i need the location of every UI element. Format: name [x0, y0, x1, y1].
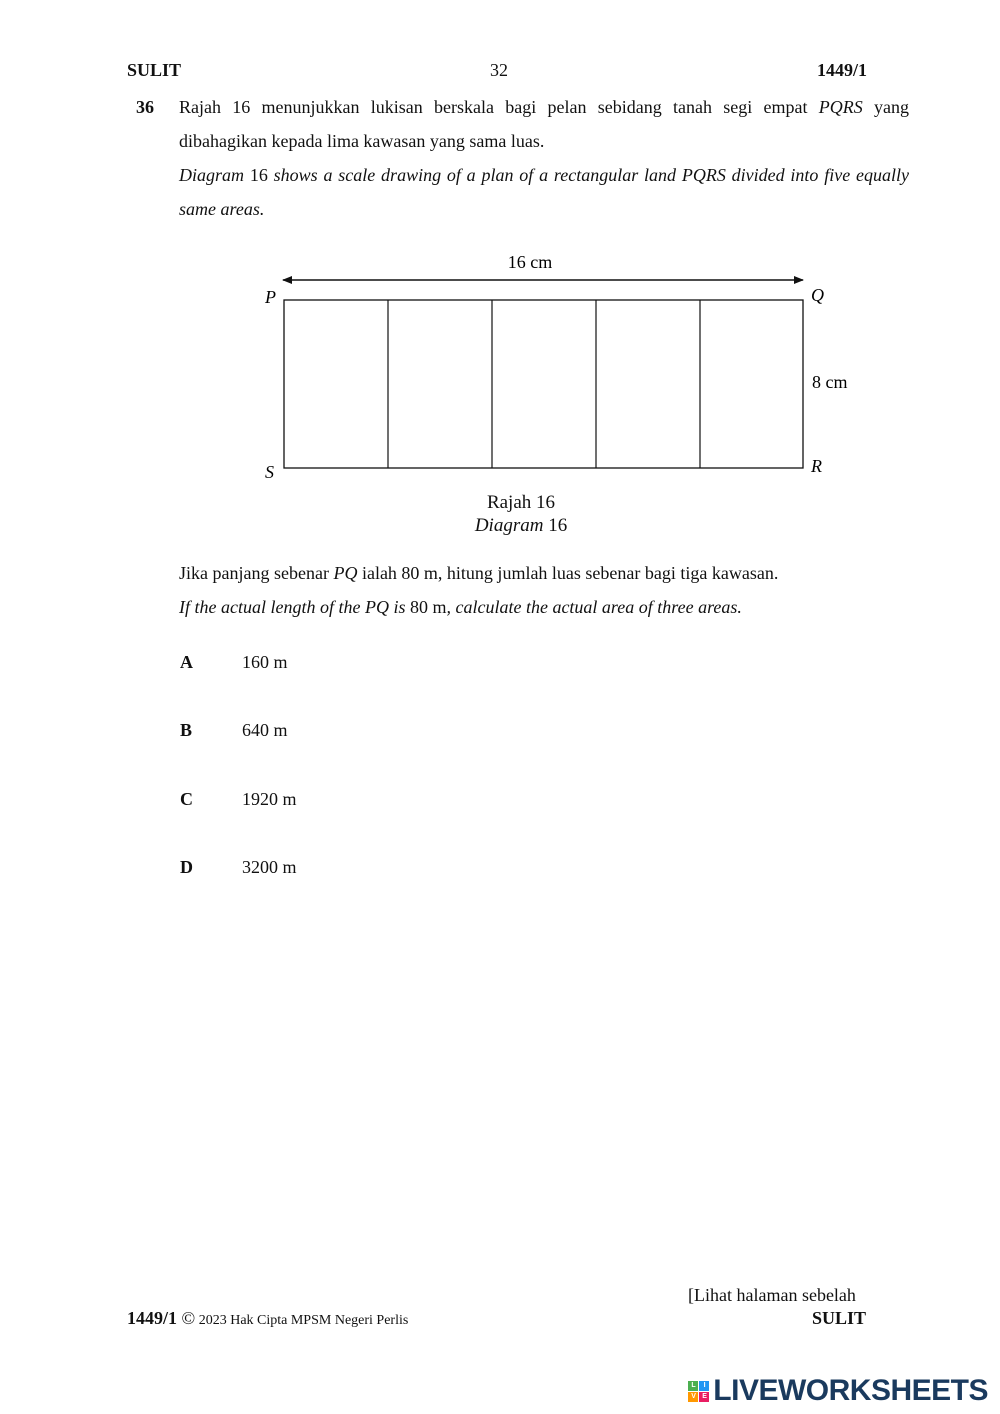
prompt-malay: Jika panjang sebenar PQ ialah 80 m, hitung jumlah luas sebenar bagi tiga kawasan. — [179, 563, 779, 583]
option-b-letter[interactable]: B — [180, 720, 193, 740]
caption-english: Diagram 16 — [474, 515, 568, 536]
prompt-text — [179, 556, 909, 624]
option-c-letter[interactable]: C — [180, 789, 193, 809]
header-paper-code: 1449/1 — [817, 60, 868, 80]
vertex-s: S — [265, 462, 274, 482]
height-label: 8 cm — [812, 372, 848, 392]
option-b-value[interactable]: 640 m — [242, 720, 288, 740]
question-english: Diagram 16 shows a scale drawing of a plan of a rectangular land PQRS divided into five equally same areas. — [179, 165, 910, 219]
option-a-letter[interactable]: A — [180, 652, 193, 672]
footer-sulit: SULIT — [812, 1308, 867, 1328]
caption-malay: Rajah 16 — [486, 492, 556, 513]
vertex-q: Q — [811, 285, 824, 305]
option-a-value[interactable]: 160 m — [242, 652, 288, 672]
vertex-r: R — [811, 456, 822, 476]
header-sulit: SULIT — [127, 60, 182, 80]
next-page-note: [Lihat halaman sebelah — [688, 1285, 856, 1305]
option-d-value[interactable]: 3200 m — [242, 857, 297, 877]
footer-copyright: 1449/1 © 2023 Hak Cipta MPSM Negeri Perlis — [127, 1308, 409, 1328]
prompt-english: If the actual length of the PQ is 80 m, calculate the actual area of three areas. — [179, 597, 742, 617]
width-label: 16 cm — [507, 252, 553, 272]
option-c-value[interactable]: 1920 m — [242, 789, 297, 809]
liveworksheets-logo — [688, 1374, 988, 1408]
logo-tiles-icon: L I V E — [688, 1381, 709, 1402]
question-number: 36 — [136, 97, 154, 117]
question-text — [179, 90, 909, 226]
land-rectangle — [284, 300, 803, 468]
option-d-letter[interactable]: D — [180, 857, 193, 877]
vertex-p: P — [265, 287, 276, 307]
question-malay: Rajah 16 menunjukkan lukisan berskala bagi pelan sebidang tanah segi empat PQRS yang dibahagikan kepada lima kawasan yang sama luas. — [179, 97, 909, 151]
logo-text: LIVEWORKSHEETS — [713, 1374, 988, 1407]
scale-diagram — [0, 240, 1000, 490]
page-number: 32 — [490, 60, 508, 80]
